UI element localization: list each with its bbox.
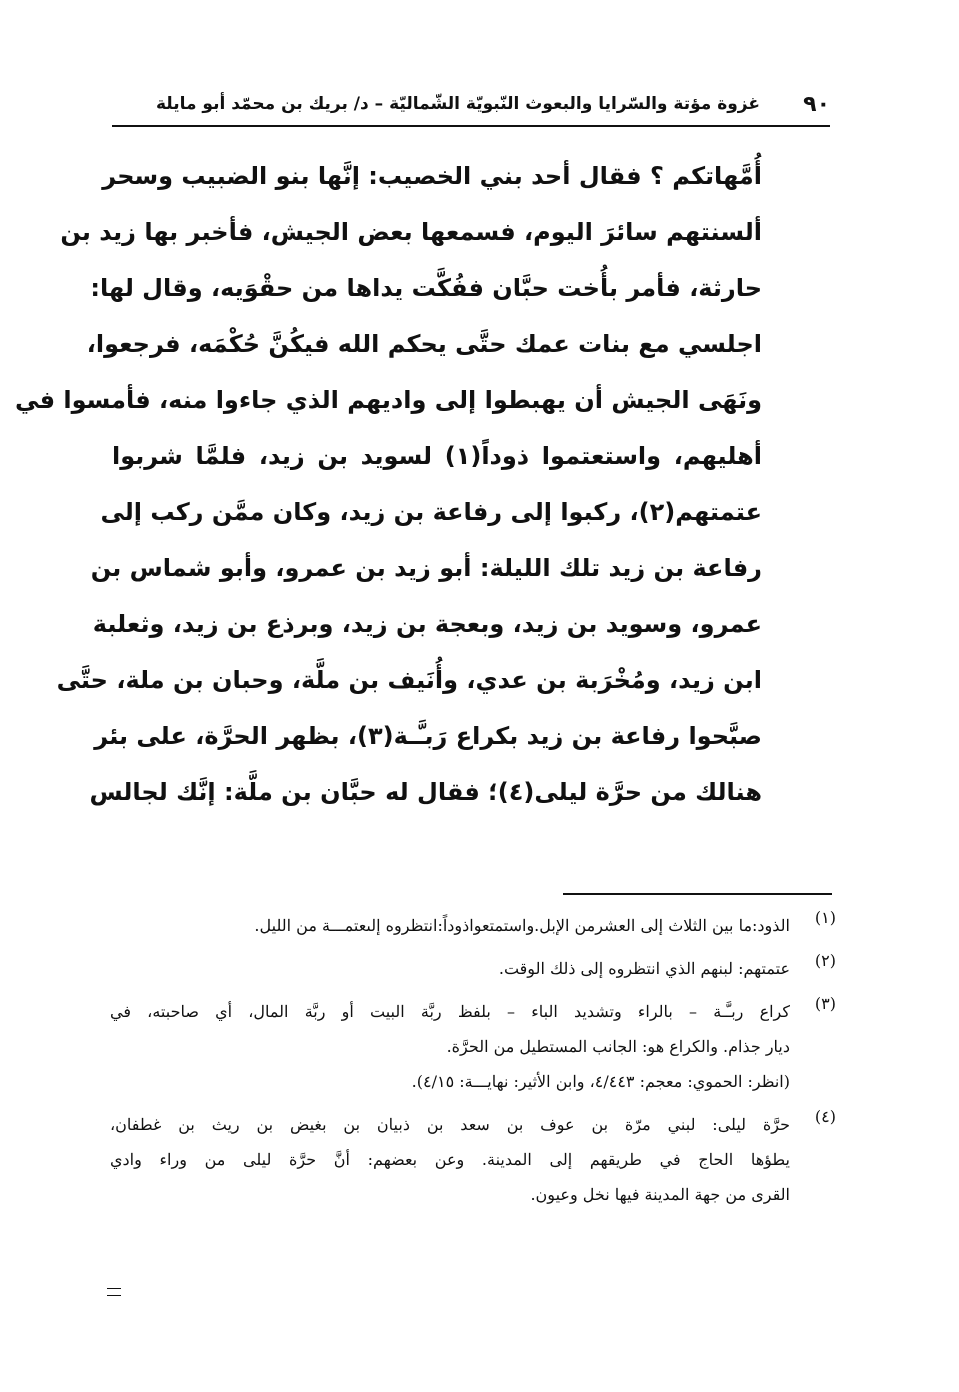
page-number: ٩٠ [803, 92, 830, 117]
text-line: أهليهم، واستعتموا ذوداً(١) لسويد بن زيد، فلمَّا شربوا [112, 442, 763, 470]
continuation-mark [107, 1288, 121, 1296]
footnote-line: كراع ربـَّـة – بالراء وتشديد الباء – بلفظ ربَّة البيت أو ربَّة المال، أي صاحبته، في [110, 1002, 790, 1021]
footnotes [110, 908, 836, 1220]
text-line: عمرو، وسويد بن زيد، وبعجة بن زيد، وبرذع بن زيد، وثعلبة [92, 610, 762, 638]
footnote-line: عتمتهم: لبنهم الذي انتظروه إلى ذلك الوقت. [498, 959, 790, 978]
header-rule [112, 125, 830, 127]
text-line: حارثة، فأمر بأُخت حبَّان ففُكَّت يداها من حقْوَيه، وقال لها: [90, 274, 762, 302]
text-line: رفاعة بن زيد تلك الليلة: أبو زيد بن عمرو، وأبو شماس بن [90, 554, 762, 582]
text-line: ابن زيد، ومُخْرَبة بن عدي، وأُنَيف بن ملَّة، وحبان بن ملة، حتَّى [56, 666, 762, 694]
footnote-separator [563, 893, 832, 895]
footnote-number: (٤) [814, 1107, 836, 1126]
footnote-number: (٣) [814, 994, 836, 1013]
footnote-line: ديار جذام. والكراع هو: الجانب المستطيل من الحرَّة. [446, 1037, 790, 1056]
footnote-number: (٢) [814, 951, 836, 970]
footnote-line: القرى من جهة المدينة فيها نخل وعيون. [530, 1185, 790, 1204]
footnote-3 [110, 994, 836, 1099]
text-line: صبَّحوا رفاعة بن زيد بكراع رَبـَّـة(٣)، بظهر الحرَّة، على بئر [94, 722, 762, 750]
text-line: اجلسي مع بنات عمك حتَّى يحكم الله فيكُنَّ حُكْمَه، فرجعوا، [86, 330, 762, 358]
footnote-line: يطؤها الحاج في طريقهم إلى المدينة. وعن بعضهم: أنَّ حرَّة ليلى من وراء وادي [110, 1150, 790, 1169]
main-text [15, 148, 763, 820]
footnote-2 [110, 951, 836, 986]
text-line: ونَهَى الجيش أن يهبطوا إلى واديهم الذي جاءوا منه، فأمسوا في [15, 386, 762, 414]
footnote-number: (١) [814, 908, 836, 927]
footnote-line: (انظر: الحموي: معجم: ٤/٤٤٣، وابن الأثير: نهايـــة: ٤/١٥). [411, 1072, 790, 1091]
footnote-1 [110, 908, 836, 943]
running-header [112, 88, 830, 122]
text-line: أُمَّهاتكم ؟ فقال أحد بني الخصيب: إنَّها بنو الضبيب وسحر [102, 162, 762, 190]
running-title: غزوة مؤتة والسّرايا والبعوث النّبويّة الشّماليّة – د/ بريك بن محمّد أبو مايلة [155, 94, 760, 114]
text-line: ألسنتهم سائرَ اليوم، فسمعها بعض الجيش، فأخبر بها زيد بن [60, 218, 762, 246]
text-line: هنالك من حرَّة ليلى(٤)؛ فقال له حبَّان بن ملَّة: إنَّك لجالس [89, 778, 762, 806]
text-line: عتمتهم(٢)، ركبوا إلى رفاعة بن زيد، وكان ممَّن ركب إلى [100, 498, 762, 526]
footnote-line: الذود:ما بين الثلاث إلى العشرمن الإبل.واستمتعواذوداً:انتظروه إلىعتمـــة من الليل. [254, 916, 790, 935]
footnote-line: حرَّة ليلى: لبني مرّة بن عوف بن سعد بن ذبيان بن بغيض بن ريث بن غطفان، [110, 1115, 790, 1134]
footnote-4 [110, 1107, 836, 1212]
